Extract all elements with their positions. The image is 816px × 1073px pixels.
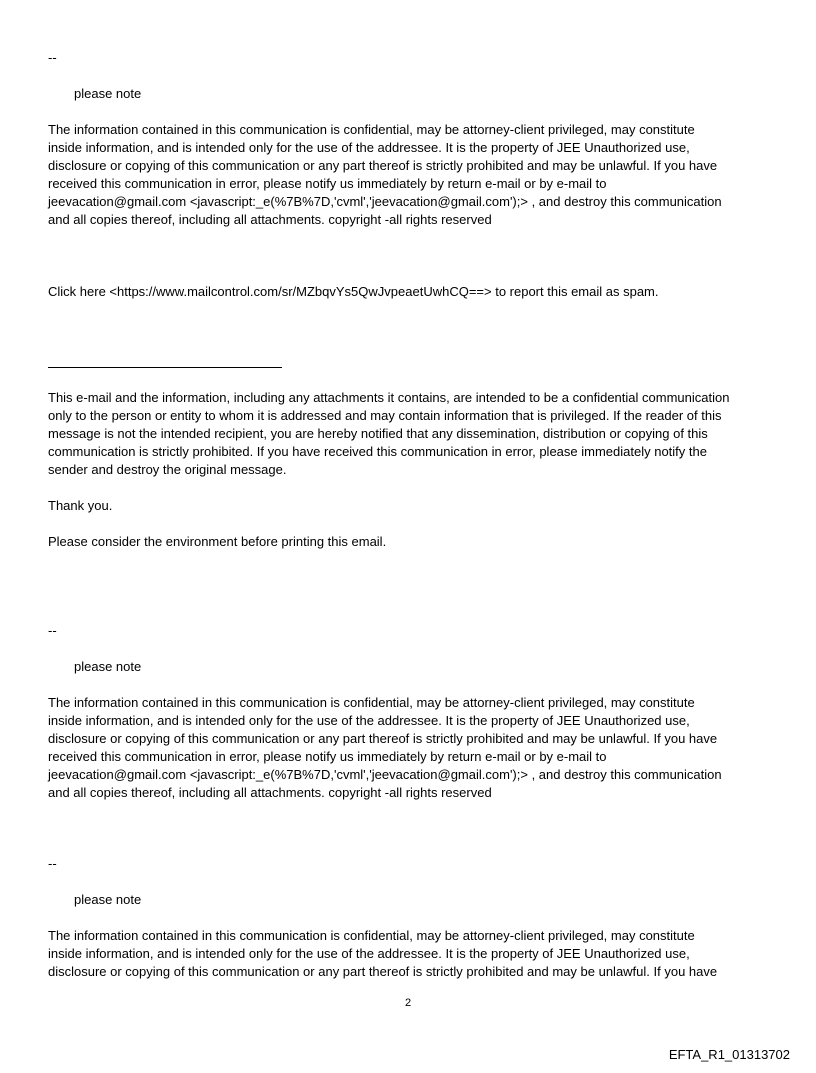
separator-dashes-3: --: [48, 856, 57, 871]
notice-2-line-1: The information contained in this communication is confidential, may be attorney-client privileged, may constitute: [48, 695, 695, 710]
notice-1-line-4: received this communication in error, please notify us immediately by return e-mail or by e-mail to: [48, 176, 607, 191]
notice-3-line-3: disclosure or copying of this communication or any part thereof is strictly prohibited and may be unlawful. If you have: [48, 964, 718, 979]
disclaimer-line-2: only to the person or entity to whom it is addressed and may contain information that is privileged. If the reader of this: [48, 408, 722, 423]
notice-1-line-2: inside information, and is intended only for the use of the addressee. It is the property of JEE Unauthorized use,: [48, 140, 690, 155]
notice-1-line-6: and all copies thereof, including all attachments. copyright -all rights reserved: [48, 212, 492, 227]
document-id: EFTA_R1_01313702: [668, 1047, 790, 1062]
disclaimer-line-1: This e-mail and the information, including any attachments it contains, are intended to be a confidential communication: [48, 390, 730, 405]
notice-3-line-1: The information contained in this communication is confidential, may be attorney-client privileged, may constitute: [48, 928, 695, 943]
notice-2-line-2: inside information, and is intended only for the use of the addressee. It is the property of JEE Unauthorized use,: [48, 713, 690, 728]
please-note-2: please note: [74, 659, 142, 674]
notice-1-line-1: The information contained in this communication is confidential, may be attorney-client privileged, may constitute: [48, 122, 695, 137]
disclaimer-line-3: message is not the intended recipient, you are hereby notified that any dissemination, distribution or copying of this: [48, 426, 708, 441]
separator-dashes-2: --: [48, 623, 57, 638]
notice-2-line-4: received this communication in error, please notify us immediately by return e-mail or by e-mail to: [48, 749, 607, 764]
environment-note: Please consider the environment before printing this email.: [48, 534, 387, 549]
please-note-1: please note: [74, 86, 142, 101]
horizontal-rule: [48, 367, 282, 368]
spam-report-link[interactable]: Click here <https://www.mailcontrol.com/sr/MZbqvYs5QwJvpeaetUwhCQ==> to report this email as spam.: [48, 284, 659, 299]
notice-1-line-3: disclosure or copying of this communication or any part thereof is strictly prohibited and may be unlawful. If you have: [48, 158, 718, 173]
please-note-3: please note: [74, 892, 142, 907]
thank-you: Thank you.: [48, 498, 113, 513]
notice-2-line-5: jeevacation@gmail.com <javascript:_e(%7B%7D,'cvml','jeevacation@gmail.com');> , and destroy this communication: [48, 767, 722, 782]
notice-1-line-5: jeevacation@gmail.com <javascript:_e(%7B%7D,'cvml','jeevacation@gmail.com');> , and destroy this communication: [48, 194, 722, 209]
notice-3-line-2: inside information, and is intended only for the use of the addressee. It is the property of JEE Unauthorized use,: [48, 946, 690, 961]
disclaimer-line-5: sender and destroy the original message.: [48, 462, 287, 477]
separator-dashes-1: --: [48, 50, 57, 65]
notice-2-line-3: disclosure or copying of this communication or any part thereof is strictly prohibited and may be unlawful. If you have: [48, 731, 718, 746]
page-number: 2: [404, 997, 412, 1009]
disclaimer-line-4: communication is strictly prohibited. If you have received this communication in error, please immediately notify the: [48, 444, 707, 459]
notice-2-line-6: and all copies thereof, including all attachments. copyright -all rights reserved: [48, 785, 492, 800]
